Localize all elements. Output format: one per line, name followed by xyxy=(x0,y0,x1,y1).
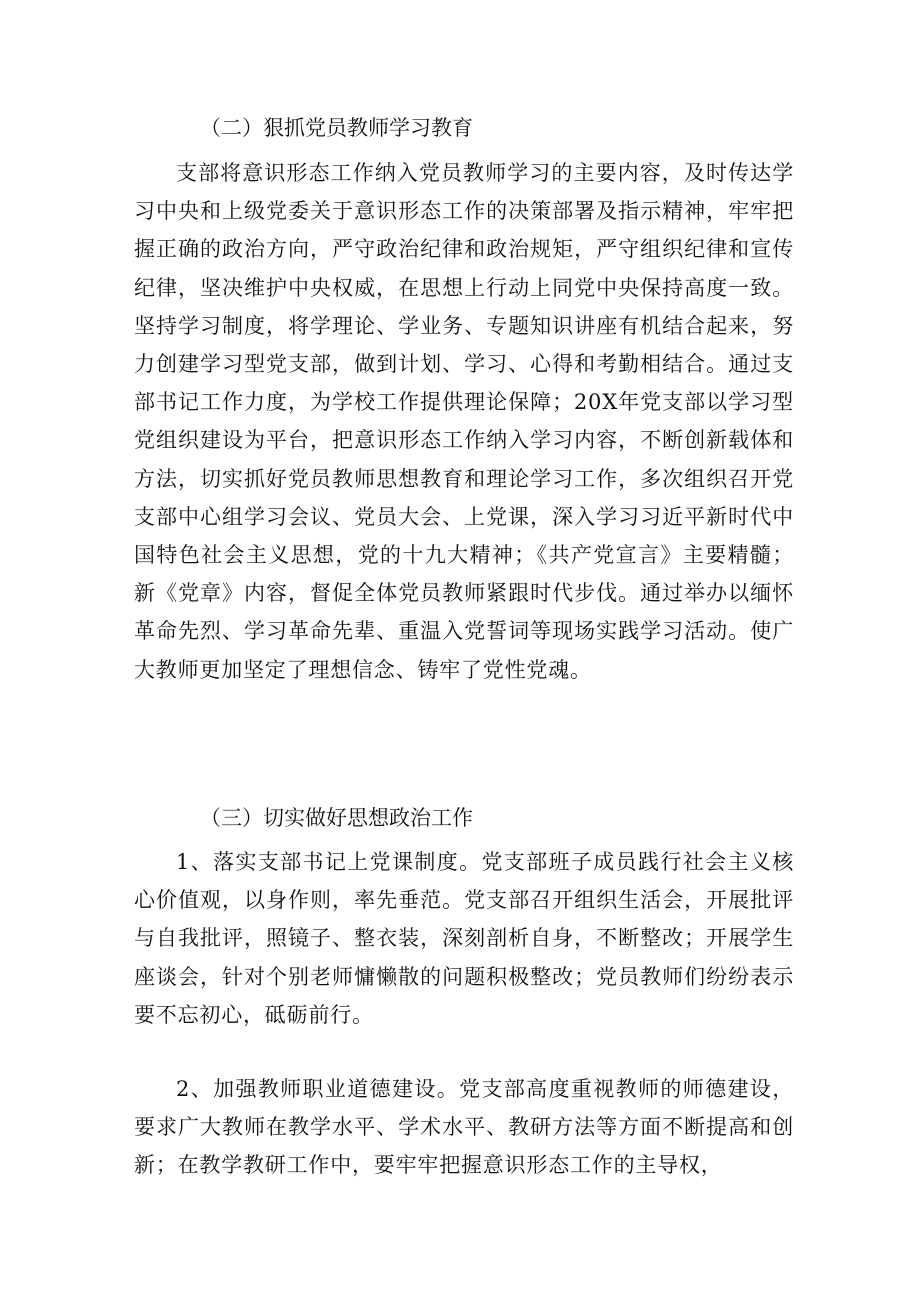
section-heading-2: （二）狠抓党员教师学习教育 xyxy=(200,116,473,140)
section-2-paragraph: 支部将意识形态工作纳入党员教师学习的主要内容，及时传达学习中央和上级党委关于意识形态工作的决策部署及指示精神，牢牢把握正确的政治方向，严守政治纪律和政治规矩，严守组织纪律和宣传纪律，坚决维护中央权威，在思想上行动上同党中央保持高度一致。坚持学习制度，将学理论、学业务、专题知识讲座有机结合起来，努力创建学习型党支部，做到计划、学习、心得和考勤相结合。通过支部书记工作力度，为学校工作提供理论保障；20X年党支部以学习型党组织建设为平台，把意识形态工作纳入学习内容，不断创新载体和方法，切实抓好党员教师思想教育和理论学习工作，多次组织召开党支部中心组学习会议、党员大会、上党课，深入学习习近平新时代中国特色社会主义思想，党的十九大精神；《共产党宣言》主要精髓；新《党章》内容，督促全体党员教师紧跟时代步伐。通过举办以缅怀革命先烈、学习革命先辈、重温入党誓词等现场实践学习活动。使广大教师更加坚定了理想信念、铸牢了党性党魂。 xyxy=(134,161,794,682)
section-3-item-2-body xyxy=(134,1070,794,1185)
section-3-item-2: 2、加强教师职业道德建设。党支部高度重视教师的师德建设，要求广大教师在教学水平、学术水平、教研方法等方面不断提高和创新；在教学教研工作中，要牢牢把握意识形态工作的主导权， xyxy=(134,1077,794,1178)
section-3-item-1: 1、落实支部书记上党课制度。党支部班子成员践行社会主义核心价值观，以身作则，率先垂范。党支部召开组织生活会，开展批评与自我批评，照镜子、整衣装，深刻剖析自身，不断整改；开展学生座谈会，针对个别老师慵懒散的问题积极整改；党员教师们纷纷表示要不忘初心，砥砺前行。 xyxy=(134,850,794,1027)
section-2-body xyxy=(134,154,794,689)
section-heading-3: （三）切实做好思想政治工作 xyxy=(200,806,473,830)
section-3-item-1-body xyxy=(134,843,794,1034)
